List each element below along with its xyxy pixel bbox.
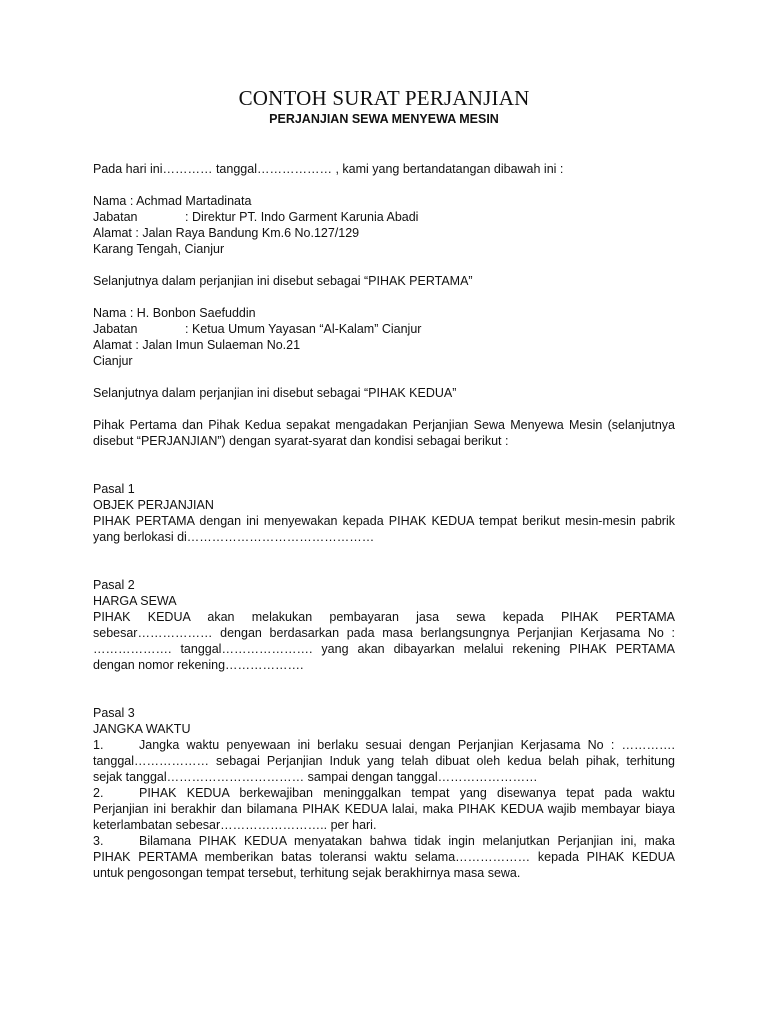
pasal3-item — [93, 785, 675, 801]
agreement-line: disebut “PERJANJIAN”) dengan syarat-syarat dan kondisi sebagai berikut : — [93, 434, 509, 448]
document-title: CONTOH SURAT PERJANJIAN — [238, 86, 530, 110]
party2-designation: Selanjutnya dalam perjanjian ini disebut sebagai “PIHAK KEDUA” — [93, 386, 457, 400]
pasal2-text: sebesar……………… dengan berdasarkan pada masa berlangsungnya Perjanjian Kerjasama No : — [93, 626, 675, 640]
party2-jabatan — [93, 321, 675, 337]
pasal3-heading: Pasal 3 — [93, 706, 135, 720]
pasal2-heading: Pasal 2 — [93, 578, 135, 592]
agreement-line: Pihak Pertama dan Pihak Kedua sepakat mengadakan Perjanjian Sewa Menyewa Mesin (selanjutnya — [93, 418, 675, 432]
pasal3-title: JANGKA WAKTU — [93, 722, 191, 736]
item-text: PIHAK PERTAMA memberikan batas toleransi waktu selama……………… kepada PIHAK KEDUA — [93, 850, 675, 864]
pasal3-item — [93, 737, 675, 753]
party1-jabatan-label: Jabatan — [93, 210, 138, 224]
party1-designation: Selanjutnya dalam perjanjian ini disebut sebagai “PIHAK PERTAMA” — [93, 274, 473, 288]
item-number: 1. — [93, 738, 104, 752]
item-text: Bilamana PIHAK KEDUA menyatakan bahwa tidak ingin melanjutkan Perjanjian ini, maka — [139, 834, 675, 848]
item-text: sejak tanggal…………………………… sampai dengan tanggal…………………… — [93, 770, 538, 784]
opening-line: Pada hari ini………… tanggal……………… , kami yang bertandatangan dibawah ini : — [93, 162, 564, 176]
pasal2-text: PIHAK KEDUA akan melakukan pembayaran jasa sewa kepada PIHAK PERTAMA — [93, 610, 675, 624]
item-text: Perjanjian ini berakhir dan bilamana PIHAK KEDUA lalai, maka PIHAK KEDUA wajib membayar biaya — [93, 802, 675, 816]
party2-alamat2: Cianjur — [93, 354, 133, 368]
pasal2-text: dengan nomor rekening………………. — [93, 658, 304, 672]
pasal3-item — [93, 833, 675, 849]
item-number: 3. — [93, 834, 104, 848]
pasal1-heading: Pasal 1 — [93, 482, 135, 496]
party1-nama: Nama : Achmad Martadinata — [93, 194, 252, 208]
pasal1-text: yang berlokasi di……………………………………… — [93, 530, 375, 544]
pasal2-text: ………………. tanggal…………………. yang akan dibayarkan melalui rekening PIHAK PERTAMA — [93, 642, 675, 656]
pasal2-title: HARGA SEWA — [93, 594, 177, 608]
pasal1-text: PIHAK PERTAMA dengan ini menyewakan kepada PIHAK KEDUA tempat berikut mesin-mesin pabrik — [93, 514, 675, 528]
party2-jabatan-value: : Ketua Umum Yayasan “Al-Kalam” Cianjur — [185, 322, 422, 336]
item-text: keterlambatan sebesar…………………….. per hari. — [93, 818, 377, 832]
item-text: untuk pengosongan tempat tersebut, terhitung sejak berakhirnya masa sewa. — [93, 866, 521, 880]
party1-alamat: Alamat : Jalan Raya Bandung Km.6 No.127/129 — [93, 226, 360, 240]
document-body — [93, 161, 675, 881]
party1-jabatan — [93, 209, 675, 225]
party1-alamat2: Karang Tengah, Cianjur — [93, 242, 225, 256]
party1-jabatan-value: : Direktur PT. Indo Garment Karunia Abadi — [185, 210, 419, 224]
pasal1-title: OBJEK PERJANJIAN — [93, 498, 214, 512]
party2-jabatan-label: Jabatan — [93, 322, 138, 336]
document-subtitle: PERJANJIAN SEWA MENYEWA MESIN — [269, 112, 499, 126]
party2-nama: Nama : H. Bonbon Saefuddin — [93, 306, 256, 320]
item-text: PIHAK KEDUA berkewajiban meninggalkan tempat yang disewanya tepat pada waktu — [139, 786, 675, 800]
item-text: Jangka waktu penyewaan ini berlaku sesuai dengan Perjanjian Kerjasama No : …………. — [139, 738, 675, 752]
item-text: tanggal……………… sebagai Perjanjian Induk yang telah dibuat oleh kedua belah pihak, terhitung — [93, 754, 675, 768]
item-number: 2. — [93, 786, 104, 800]
party2-alamat: Alamat : Jalan Imun Sulaeman No.21 — [93, 338, 301, 352]
